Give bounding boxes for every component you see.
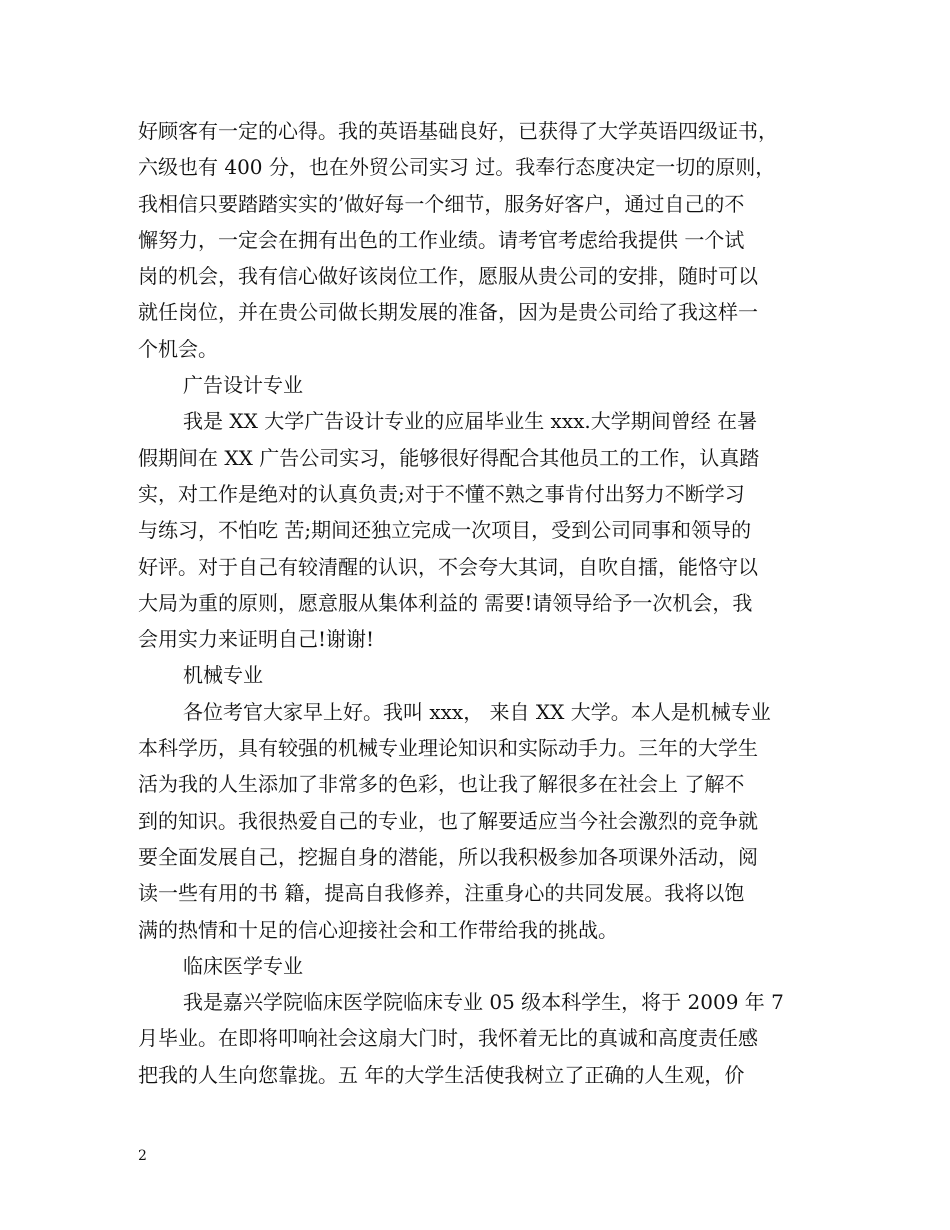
text-line: 各位考官大家早上好。我叫 xxx， 来自 XX 大学。本人是机械专业 <box>183 699 771 724</box>
text-line: 会用实力来证明自己!谢谢! <box>138 627 375 652</box>
text-line: 广告设计专业 <box>183 373 303 398</box>
text-line: 活为我的人生添加了非常多的色彩，也让我了解很多在社会上 了解不 <box>138 772 745 797</box>
text-line: 到的知识。我很热爱自己的专业，也了解要适应当今社会激烈的竞争就 <box>138 808 758 833</box>
text-line: 我相信只要踏踏实实的’做好每一个细节，服务好客户，通过自己的不 <box>138 191 745 216</box>
text-line: 把我的人生向您靠拢。五 年的大学生活使我树立了正确的人生观，价 <box>138 1062 745 1087</box>
page-number: 2 <box>138 1148 147 1164</box>
text-line: 机械专业 <box>183 663 263 688</box>
text-line: 假期间在 XX 广告公司实习，能够很好得配合其他员工的工作，认真踏 <box>138 445 760 470</box>
document-body <box>138 113 818 1093</box>
text-line: 实，对工作是绝对的认真负责;对于不懂不熟之事肯付出努力不断学习 <box>138 481 745 506</box>
text-line: 好评。对于自己有较清醒的认识，不会夸大其词，自吹自擂，能恪守以 <box>138 554 758 579</box>
text-line: 临床医学专业 <box>183 953 303 978</box>
text-line: 好顾客有一定的心得。我的英语基础良好，已获得了大学英语四级证书， <box>138 119 778 143</box>
text-line: 大局为重的原则，愿意服从集体利益的 需要!请领导给予一次机会，我 <box>138 590 753 615</box>
text-line: 我是 XX 大学广告设计专业的应届毕业生 xxx.大学期间曾经 在暑 <box>183 409 758 434</box>
text-line: 月毕业。在即将叩响社会这扇大门时，我怀着无比的真诚和高度责任感 <box>138 1026 758 1051</box>
text-line: 我是嘉兴学院临床医学院临床专业 05 级本科学生，将于 2009 年 7 <box>183 990 784 1015</box>
text-line: 读一些有用的书 籍，提高自我修养，注重身心的共同发展。我将以饱 <box>138 881 745 906</box>
text-line: 满的热情和十足的信心迎接社会和工作带给我的挑战。 <box>138 917 618 942</box>
text-line: 要全面发展自己，挖掘自身的潜能，所以我积极参加各项课外活动，阅 <box>138 844 758 869</box>
text-line: 岗的机会，我有信心做好该岗位工作，愿服从贵公司的安排，随时可以 <box>138 264 758 289</box>
text-line: 六级也有 400 分，也在外贸公司实习 过。我奉行态度决定一切的原则， <box>138 155 776 180</box>
text-line: 与练习，不怕吃 苦;期间还独立完成一次项目，受到公司同事和领导的 <box>138 518 752 543</box>
text-line: 就任岗位，并在贵公司做长期发展的准备，因为是贵公司给了我这样一 <box>138 300 758 325</box>
text-line: 懈努力，一定会在拥有出色的工作业绩。请考官考虑给我提供 一个试 <box>138 227 745 252</box>
text-line: 个机会。 <box>138 336 218 361</box>
text-line: 本科学历，具有较强的机械专业理论知识和实际动手力。三年的大学生 <box>138 736 758 761</box>
